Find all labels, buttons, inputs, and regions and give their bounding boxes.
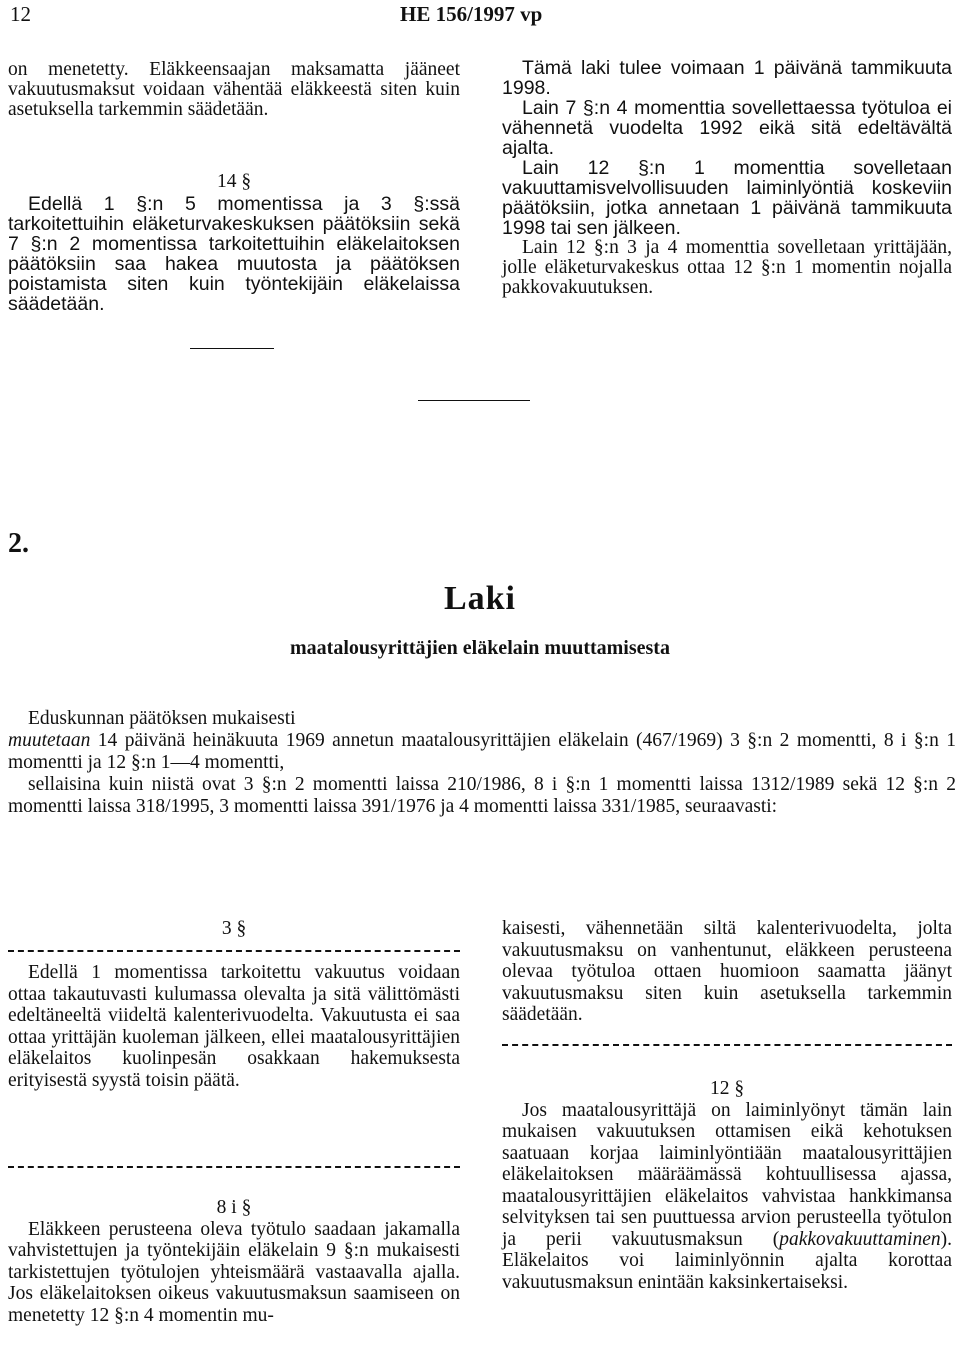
preamble-amendment [8,730,956,774]
preamble-line: sellaisina kuin niistä ovat 3 §:n 2 momentti laissa 210/1986, 8 i §:n 1 momentti laissa 1312/1989 sekä 12 §:n 2 momentti laissa 318/1995, 3 momentti laissa 391/1976 ja 4 momentti laissa 331/1985, seuraavasti: [8,774,956,817]
omission-dashes [8,950,460,952]
separator-rule [418,400,530,401]
paragraph: Lain 7 §:n 4 momenttia sovellettaessa työtuloa ei vähennetä vuodelta 1992 eikä sitä edeltävältä ajalta. [502,97,952,159]
separator-rule [190,348,274,349]
top-right-column [502,58,952,298]
continued-text: kaisesti, vähennetään siltä kalenterivuodelta, jolta vakuutusmaksu on vanhentunut, eläkkeen perusteena olevaa työtuloa ottaen huomioon saamatta jäänyt vakuutusmaksu siten kuin asetuksella tarkemmin säädetään. [502,918,952,1025]
paragraph: on menetetty. Eläkkeensaajan maksamatta jääneet vakuutusmaksut voidaan vähentää eläkkeestä siten kuin asetuksella tarkemmin säädetään. [8,59,460,120]
section-3-text: Edellä 1 momentissa tarkoitettu vakuutus voidaan ottaa takautuvasti kulumassa olevalta ja sitä välittömästi edeltäneeltä viideltä kalenterivuodelta. Vakuutusta ei saa ottaa yrittäjän kuoleman jälkeen, ellei maatalousyrittäjien eläkelaitos kuolinpesän osakkaan hakemuksesta erityisestä syystä toisin päätä. [8,962,460,1091]
law-number: 2. [8,528,29,559]
bottom-left-column [8,918,460,939]
page-number: 12 [10,2,31,26]
paragraph: Lain 12 §:n 1 momenttia sovelletaan vakuuttamisvelvollisuuden laiminlyöntiä koskeviin päätöksiin, jotka annetaan 1 päivänä tammikuuta 1998 tai sen jälkeen. [502,157,952,239]
preamble-line: Eduskunnan päätöksen mukaisesti [28,708,296,729]
section-heading-8i: 8 i § [216,1197,252,1218]
law-title: Laki [443,580,517,617]
section-12-text-b: ). Eläkelaitos voi laiminlyönnin ajalta korottaa vakuutusmaksun enintään kaksinkertaiseksi. [502,1228,952,1293]
section-12-block [502,1078,952,1293]
omission-dashes [502,1044,952,1046]
preamble [8,708,956,818]
section-heading-12: 12 § [709,1078,745,1099]
section-12-text [502,1100,952,1294]
paragraph: Lain 12 §:n 3 ja 4 momenttia sovelletaan yrittäjään, jolle eläketurvakeskus ottaa 12 §:n 1 momentin nojalla pakkovakuutuksen. [502,237,952,298]
section-12-italic: pakkovakuuttaminen [779,1228,941,1250]
section-heading-3: 3 § [221,918,247,939]
preamble-text: 14 päivänä heinäkuuta 1969 annetun maatalousyrittäjien eläkelain (467/1969) 3 §:n 2 momentti, 8 i §:n 1 momentti ja 12 §:n 1—4 momentti, [8,730,956,773]
section-12-text-a: Jos maatalousyrittäjä on laiminlyönyt tämän lain mukaisen vakuutuksen ottamisen eikä kehotuksen saatuaan korjaa laiminlyöntiään maatalousyrittäjien eläkelaitoksen määräämässä kohtuullisessa ajassa, maatalousyrittäjien eläkelaitos vahvistaa hankkimansa selvityksen tai sen puuttuessa arvion perusteella työtulon ja perii vakuutusmaksun ( [502,1099,952,1250]
section-14-text: Edellä 1 §:n 5 momentissa ja 3 §:ssä tarkoitettuihin eläketurvakeskuksen päätöksiin sekä 7 §:n 2 momentissa tarkoitettuihin eläkelaitoksen päätöksiin saa hakea muutosta ja päätöksen poistamista siten kuin työntekijäin eläkelaissa säädetään. [8,193,460,315]
section-8i-text: Eläkkeen perusteena oleva työtulo saadaan jakamalla vahvistettujen ja työntekijäin eläkelain 9 §:n mukaisesti tarkistettujen työtulojen yhteismäärä vastaavalla ajalla. Jos eläkelaitoksen oikeus vakuutusmaksun saamiseen on menetetty 12 §:n 4 momentin mu- [8,1218,460,1326]
omission-dashes [8,1166,460,1168]
bottom-right-column [502,918,952,1026]
top-left-column [8,60,460,314]
document-code: HE 156/1997 vp [400,2,543,26]
law-subtitle: maatalousyrittäjien eläkelain muuttamisesta [290,637,670,659]
preamble-italic: muutetaan [8,730,91,751]
paragraph: Tämä laki tulee voimaan 1 päivänä tammikuuta 1998. [502,57,952,99]
section-heading-14: 14 § [216,171,252,192]
section-3-body [8,962,460,1091]
section-8i-block [8,1197,460,1326]
